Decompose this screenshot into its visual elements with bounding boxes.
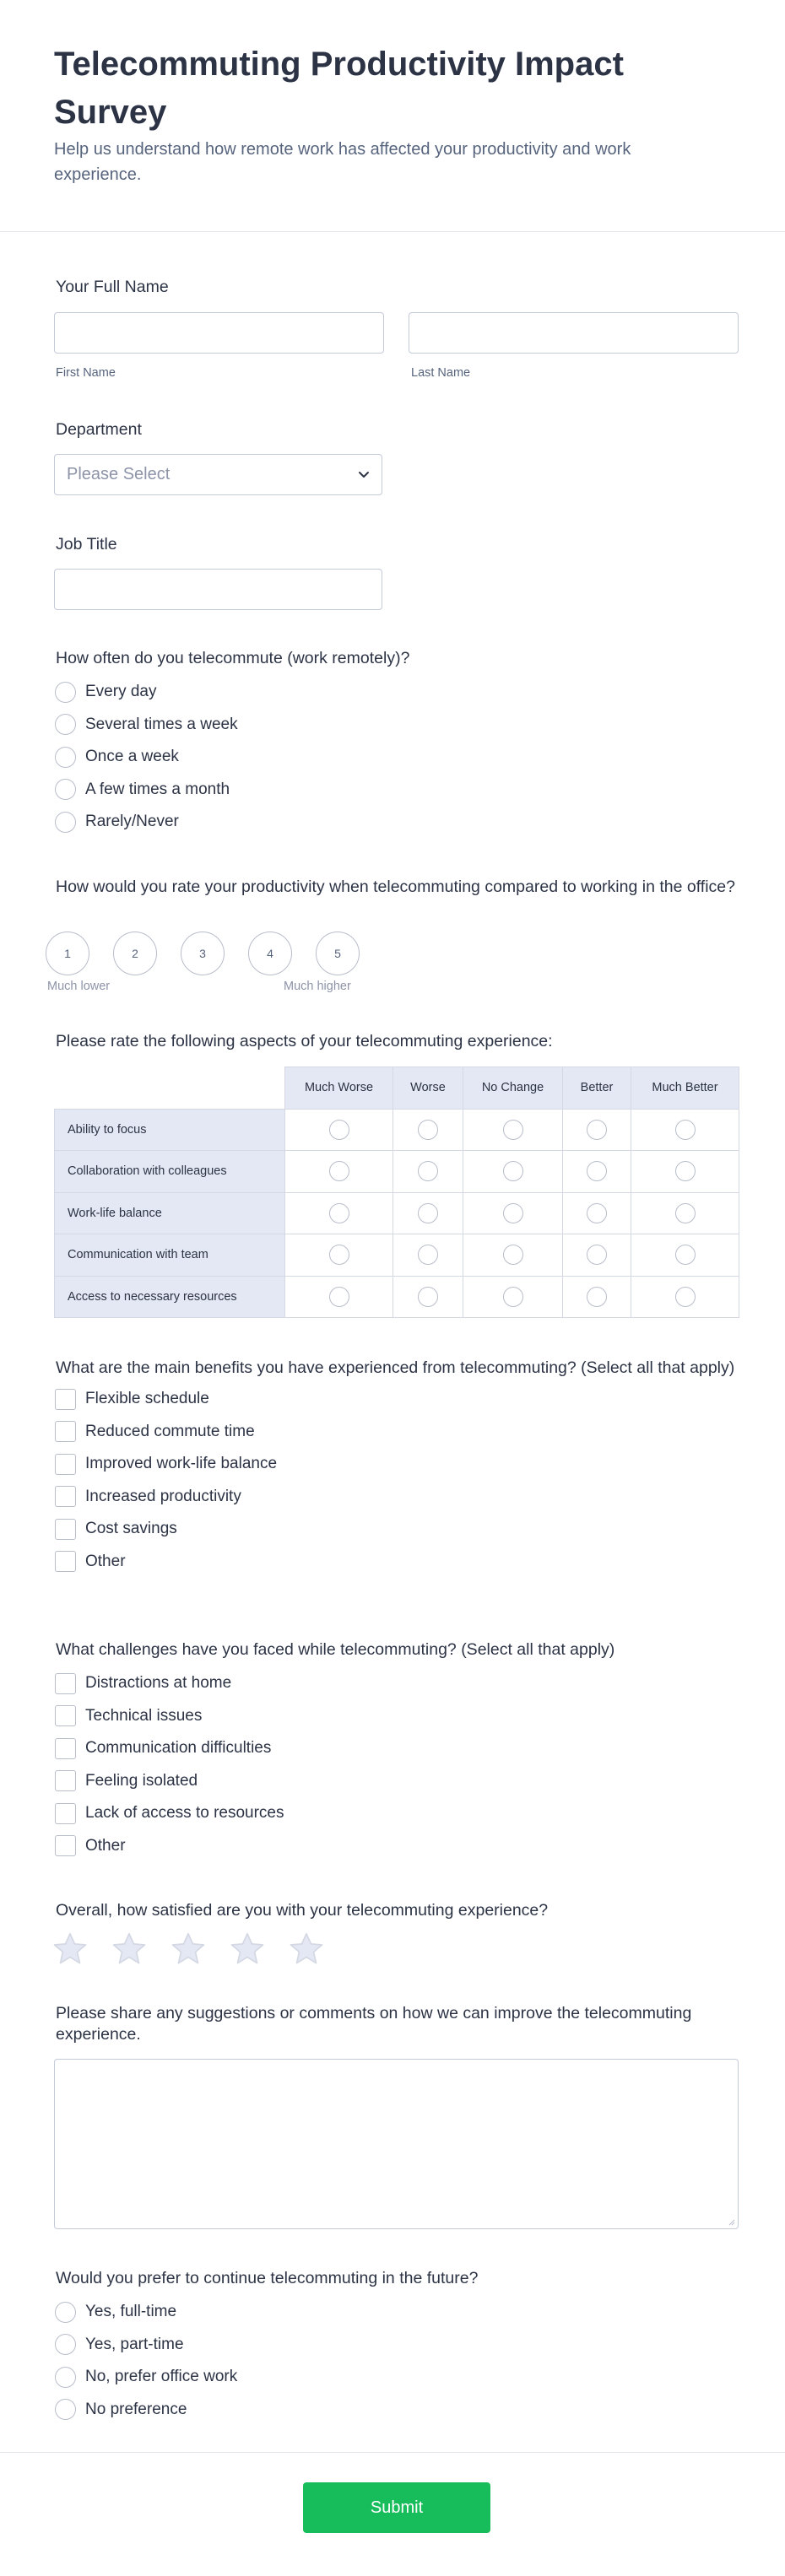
- matrix-radio[interactable]: [418, 1245, 438, 1265]
- future-label: Would you prefer to continue telecommuting in the future?: [56, 2269, 479, 2287]
- checkbox[interactable]: [55, 1421, 76, 1442]
- scale-option[interactable]: 4: [248, 932, 292, 975]
- first-name-input[interactable]: [54, 312, 384, 354]
- radio-button[interactable]: [55, 714, 76, 735]
- benefits-option[interactable]: [56, 1513, 739, 1546]
- matrix-column-header: Much Better: [631, 1067, 739, 1110]
- suggestions-question: [56, 2003, 739, 2045]
- matrix-radio[interactable]: [675, 1161, 696, 1181]
- option-label: Once a week: [85, 748, 179, 766]
- matrix-question: [56, 1031, 553, 1052]
- checkbox[interactable]: [55, 1486, 76, 1507]
- matrix-radio[interactable]: [675, 1203, 696, 1223]
- benefits-options: [56, 1383, 739, 1578]
- matrix-radio[interactable]: [587, 1203, 607, 1223]
- frequency-label: How often do you telecommute (work remotely)?: [56, 649, 410, 667]
- option-label: A few times a month: [85, 780, 230, 798]
- benefits-option[interactable]: [56, 1546, 739, 1579]
- scale-option[interactable]: 3: [181, 932, 225, 975]
- matrix-radio[interactable]: [329, 1245, 349, 1265]
- challenges-label: What challenges have you faced while telecommuting? (Select all that apply): [56, 1640, 615, 1659]
- checkbox[interactable]: [55, 1835, 76, 1856]
- option-label: Several times a week: [85, 715, 238, 733]
- star-rating: [52, 1932, 324, 1966]
- matrix-radio[interactable]: [587, 1161, 607, 1181]
- frequency-question: [56, 648, 409, 839]
- option-label: Yes, full-time: [85, 2303, 177, 2321]
- star-icon[interactable]: [171, 1932, 206, 1966]
- benefits-label: What are the main benefits you have experienced from telecommuting? (Select all that apply): [56, 1358, 735, 1377]
- last-name-sublabel: Last Name: [411, 366, 471, 380]
- radio-button[interactable]: [55, 2367, 76, 2388]
- option-label: Every day: [85, 683, 157, 701]
- form-header: [0, 0, 785, 232]
- first-name-sublabel: First Name: [56, 366, 116, 380]
- matrix-radio[interactable]: [503, 1203, 523, 1223]
- department-placeholder: Please Select: [67, 465, 171, 483]
- matrix-column-header: Worse: [393, 1067, 463, 1110]
- benefits-option[interactable]: [56, 1481, 739, 1514]
- challenges-option[interactable]: [56, 1700, 739, 1733]
- productivity-question: [56, 877, 739, 898]
- satisfaction-label: Overall, how satisfied are you with your telecommuting experience?: [56, 1901, 549, 1920]
- department-select[interactable]: [54, 454, 382, 495]
- matrix-radio[interactable]: [418, 1161, 438, 1181]
- last-name-input[interactable]: [409, 312, 739, 354]
- job-title-input[interactable]: [54, 569, 382, 610]
- option-label: Technical issues: [85, 1706, 203, 1725]
- radio-button[interactable]: [55, 812, 76, 833]
- scale-option[interactable]: 1: [46, 932, 89, 975]
- matrix-radio[interactable]: [329, 1161, 349, 1181]
- matrix-radio[interactable]: [503, 1161, 523, 1181]
- matrix-label: Please rate the following aspects of your telecommuting experience:: [56, 1032, 553, 1050]
- radio-button[interactable]: [55, 2302, 76, 2323]
- challenges-option[interactable]: [56, 1765, 739, 1798]
- scale-max-label: Much higher: [284, 980, 351, 993]
- matrix-corner: [55, 1067, 285, 1110]
- challenges-question: [56, 1639, 739, 1862]
- productivity-label: How would you rate your productivity when telecommuting compared to working in the office?: [56, 878, 735, 896]
- matrix-row-label: Collaboration with colleagues: [55, 1151, 285, 1193]
- checkbox[interactable]: [55, 1705, 76, 1726]
- checkbox[interactable]: [55, 1454, 76, 1475]
- option-label: Yes, part-time: [85, 2335, 184, 2353]
- future-option[interactable]: [56, 2361, 478, 2394]
- matrix-radio[interactable]: [587, 1120, 607, 1140]
- option-label: Lack of access to resources: [85, 1804, 284, 1823]
- checkbox[interactable]: [55, 1803, 76, 1824]
- job-title-label: Job Title: [56, 535, 117, 554]
- suggestions-textarea[interactable]: [54, 2059, 739, 2229]
- option-label: Feeling isolated: [85, 1771, 198, 1790]
- option-label: Other: [85, 1552, 126, 1570]
- radio-button[interactable]: [55, 2399, 76, 2420]
- matrix-row: [55, 1151, 739, 1193]
- future-question: [56, 2268, 478, 2426]
- matrix-column-header: Much Worse: [285, 1067, 393, 1110]
- satisfaction-question: [56, 1900, 548, 1921]
- star-icon[interactable]: [230, 1932, 265, 1966]
- challenges-option[interactable]: [56, 1830, 739, 1863]
- matrix-radio[interactable]: [418, 1203, 438, 1223]
- frequency-option[interactable]: [56, 774, 409, 807]
- radio-button[interactable]: [55, 747, 76, 768]
- matrix-column-header: No Change: [463, 1067, 563, 1110]
- matrix-row: [55, 1276, 739, 1318]
- frequency-option[interactable]: [56, 676, 409, 709]
- matrix-row: [55, 1192, 739, 1234]
- full-name-label: Your Full Name: [56, 278, 169, 296]
- matrix-radio[interactable]: [329, 1287, 349, 1307]
- frequency-option[interactable]: [56, 709, 409, 742]
- checkbox[interactable]: [55, 1519, 76, 1540]
- challenges-option[interactable]: [56, 1732, 739, 1765]
- job-title-question: [56, 534, 117, 555]
- benefits-question: [56, 1358, 739, 1578]
- future-options: [56, 2296, 478, 2426]
- footer-divider: [0, 2452, 785, 2453]
- productivity-scale: [46, 932, 360, 975]
- benefits-option[interactable]: [56, 1383, 739, 1416]
- option-label: No, prefer office work: [85, 2368, 238, 2386]
- matrix-radio[interactable]: [587, 1245, 607, 1265]
- full-name-question: [56, 277, 169, 298]
- department-question: [56, 419, 142, 440]
- option-label: Cost savings: [85, 1520, 177, 1538]
- matrix-radio[interactable]: [675, 1120, 696, 1140]
- checkbox[interactable]: [55, 1770, 76, 1791]
- checkbox[interactable]: [55, 1551, 76, 1572]
- department-label: Department: [56, 420, 142, 439]
- chevron-down-icon: [358, 471, 370, 479]
- matrix-radio[interactable]: [418, 1287, 438, 1307]
- submit-button[interactable]: Submit: [303, 2482, 490, 2533]
- page-title: Telecommuting Productivity Impact Survey: [54, 46, 624, 131]
- checkbox[interactable]: [55, 1389, 76, 1410]
- future-option[interactable]: [56, 2394, 478, 2427]
- frequency-option[interactable]: [56, 741, 409, 774]
- matrix-row: [55, 1234, 739, 1277]
- benefits-option[interactable]: [56, 1416, 739, 1449]
- scale-option[interactable]: 2: [113, 932, 157, 975]
- radio-button[interactable]: [55, 779, 76, 800]
- frequency-options: [56, 676, 409, 839]
- star-icon[interactable]: [52, 1932, 88, 1966]
- matrix-row: [55, 1109, 739, 1151]
- matrix-radio[interactable]: [329, 1120, 349, 1140]
- future-option[interactable]: [56, 2329, 478, 2362]
- matrix-column-header: Better: [563, 1067, 631, 1110]
- matrix-row-label: Communication with team: [55, 1234, 285, 1277]
- rating-matrix: [54, 1067, 739, 1318]
- option-label: Other: [85, 1836, 126, 1855]
- scale-option[interactable]: 5: [316, 932, 360, 975]
- matrix-radio[interactable]: [587, 1287, 607, 1307]
- challenges-options: [56, 1667, 739, 1862]
- page-subtitle: Help us understand how remote work has affected your productivity and work experience.: [54, 140, 631, 184]
- option-label: No preference: [85, 2400, 187, 2418]
- radio-button[interactable]: [55, 682, 76, 703]
- star-icon[interactable]: [111, 1932, 147, 1966]
- resize-handle-icon[interactable]: [728, 2218, 735, 2226]
- checkbox[interactable]: [55, 1673, 76, 1694]
- option-label: Communication difficulties: [85, 1739, 272, 1758]
- challenges-option[interactable]: [56, 1667, 739, 1700]
- matrix-radio[interactable]: [675, 1245, 696, 1265]
- matrix-radio[interactable]: [503, 1120, 523, 1140]
- matrix-radio[interactable]: [418, 1120, 438, 1140]
- scale-min-label: Much lower: [47, 980, 111, 993]
- frequency-option[interactable]: [56, 806, 409, 839]
- matrix-radio[interactable]: [675, 1287, 696, 1307]
- matrix-row-label: Ability to focus: [55, 1109, 285, 1151]
- benefits-option[interactable]: [56, 1448, 739, 1481]
- option-label: Flexible schedule: [85, 1390, 209, 1408]
- matrix-radio[interactable]: [503, 1245, 523, 1265]
- option-label: Distractions at home: [85, 1674, 232, 1693]
- option-label: Increased productivity: [85, 1487, 241, 1505]
- matrix-row-label: Access to necessary resources: [55, 1276, 285, 1318]
- radio-button[interactable]: [55, 2334, 76, 2355]
- matrix-row-label: Work-life balance: [55, 1192, 285, 1234]
- matrix-radio[interactable]: [503, 1287, 523, 1307]
- challenges-option[interactable]: [56, 1797, 739, 1830]
- star-icon[interactable]: [289, 1932, 324, 1966]
- suggestions-label: Please share any suggestions or comments on how we can improve the telecommuting experience.: [56, 2004, 692, 2044]
- matrix-radio[interactable]: [329, 1203, 349, 1223]
- checkbox[interactable]: [55, 1738, 76, 1759]
- option-label: Rarely/Never: [85, 813, 179, 831]
- option-label: Improved work-life balance: [85, 1455, 278, 1473]
- option-label: Reduced commute time: [85, 1422, 255, 1440]
- future-option[interactable]: [56, 2296, 478, 2329]
